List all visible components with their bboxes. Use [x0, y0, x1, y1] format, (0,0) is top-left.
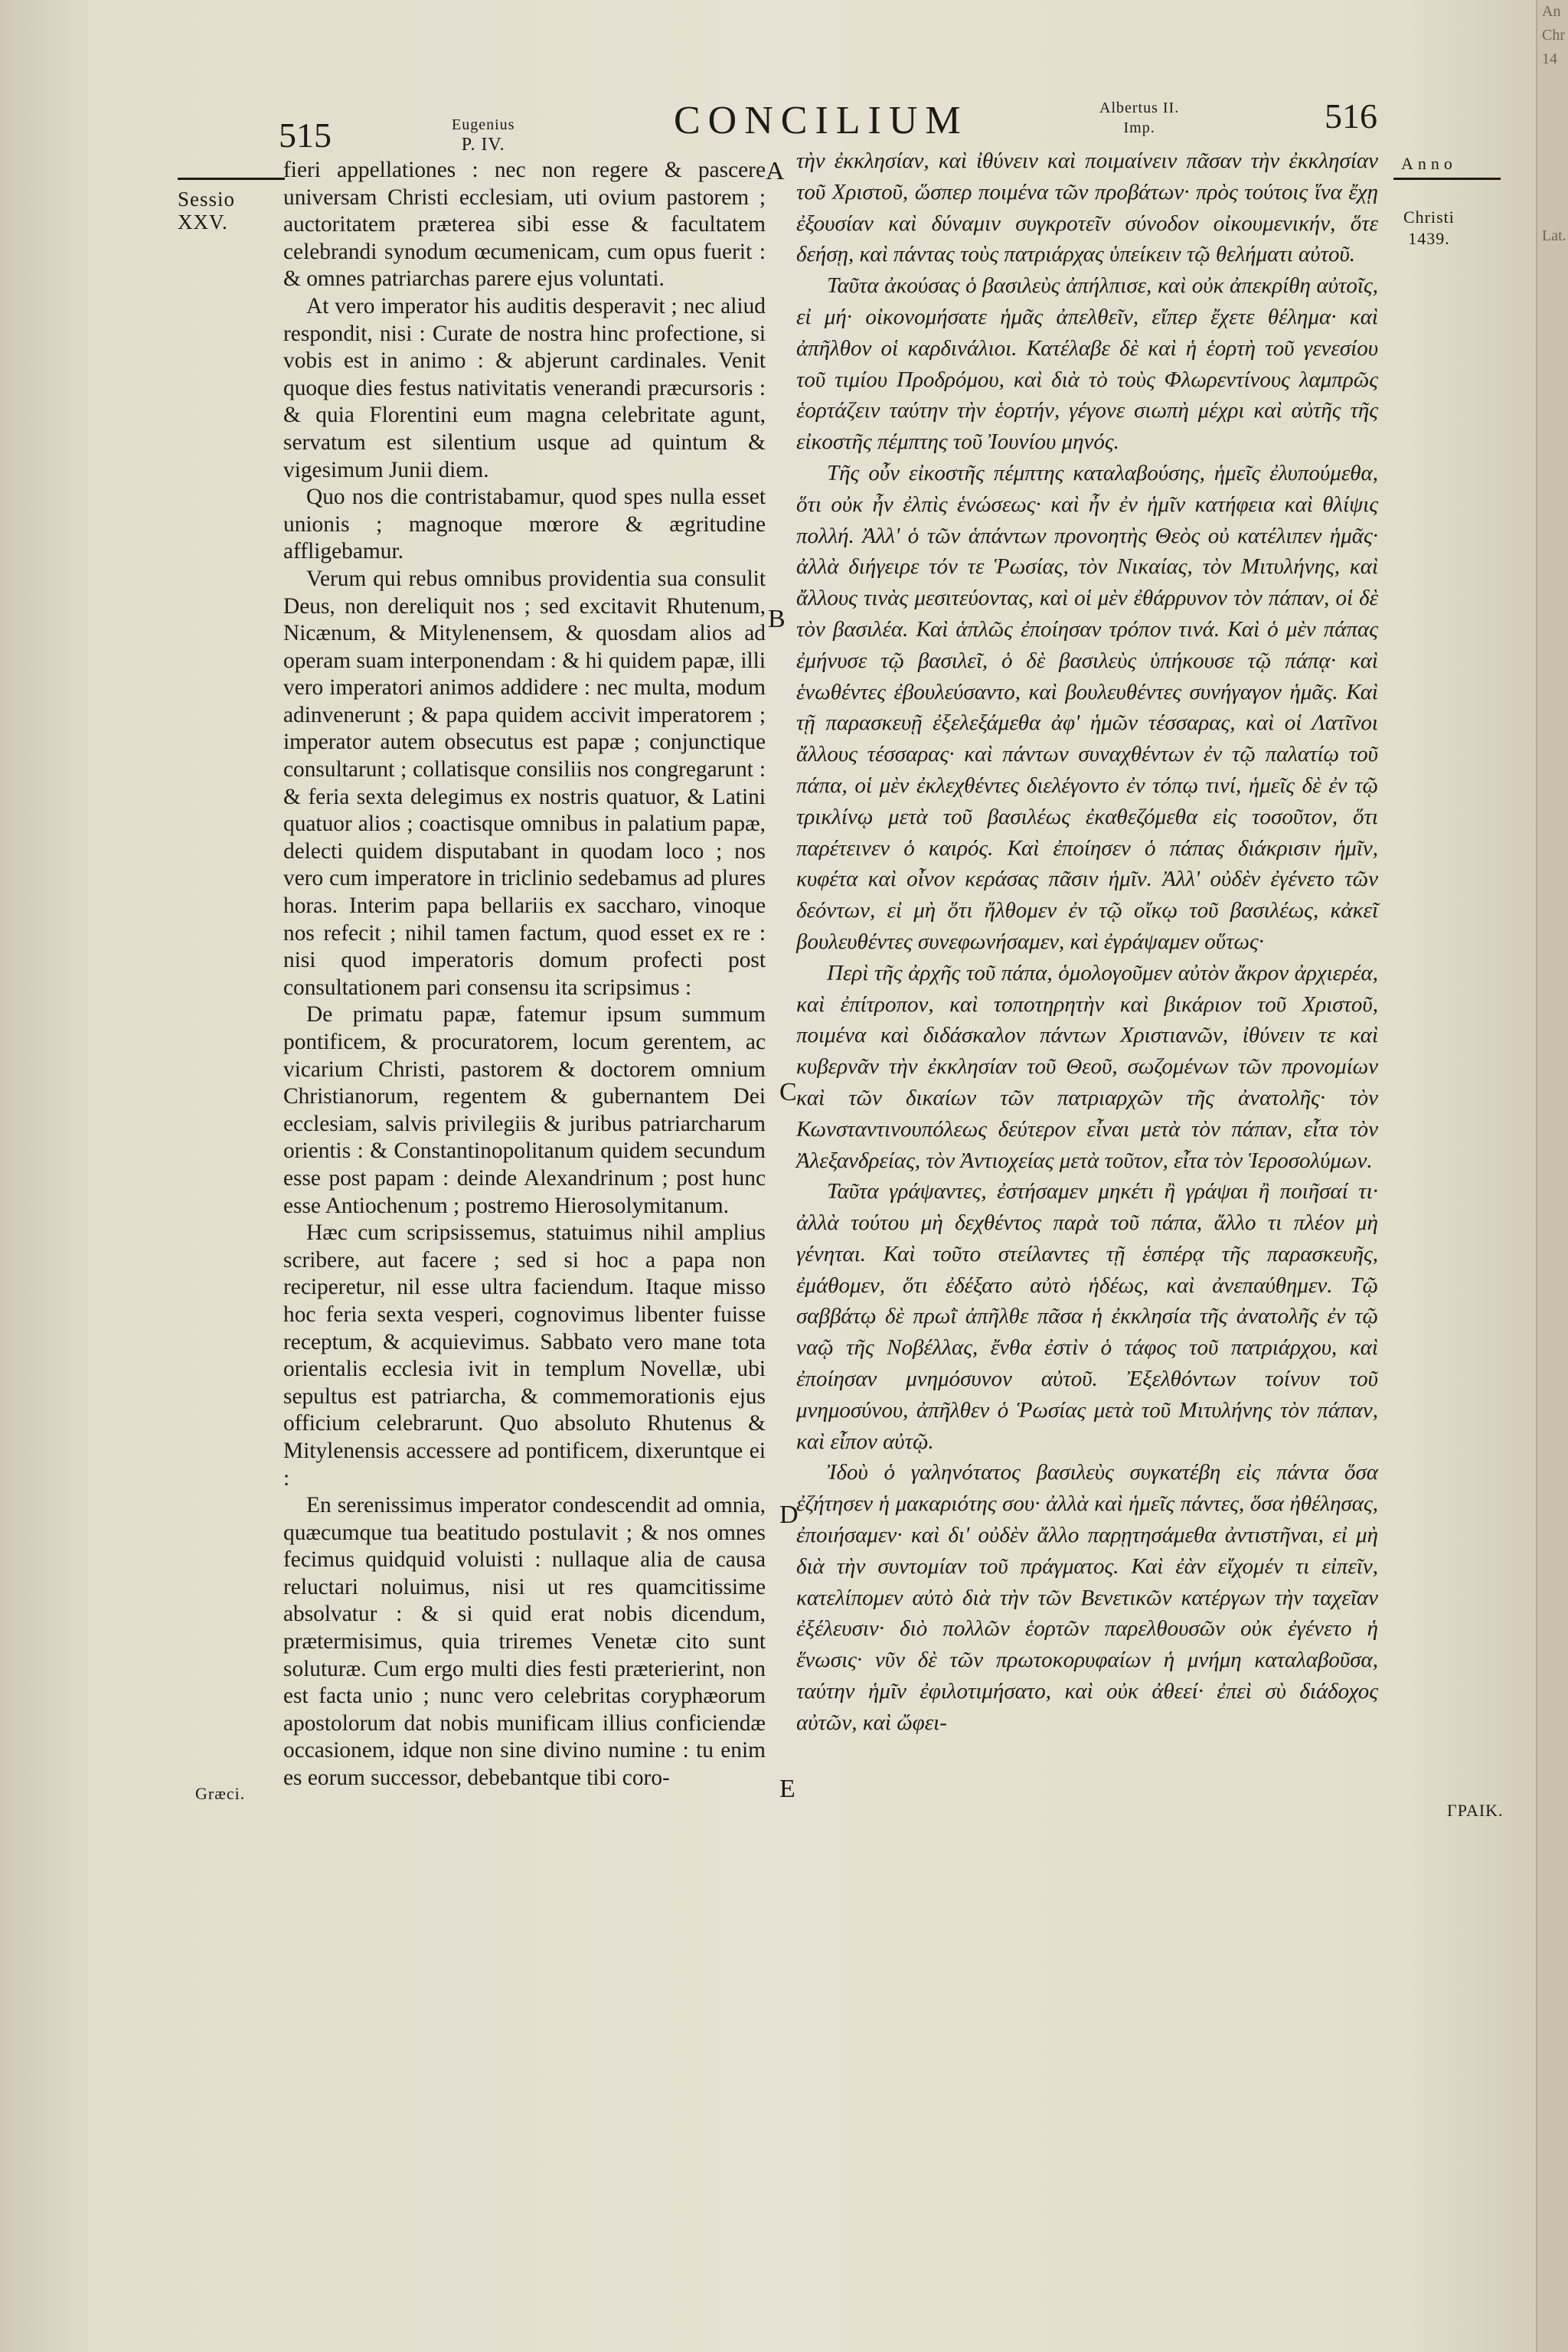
section-letter-e: E [779, 1775, 795, 1803]
latin-column [283, 157, 766, 1792]
running-head-right [1099, 98, 1179, 138]
margin-graeci: Græci. [195, 1784, 246, 1803]
greek-paragraph: τὴν ἐκκλησίαν, καὶ ἰθύνειν καὶ ποιμαίνειν πᾶσαν τὴν ἐκκλησίαν τοῦ Χριστοῦ, ὥσπερ ποιμένα τῶν προβάτων· πρὸς τούτοις ἵνα ἔχῃ ἐξουσίαν καὶ δύναμιν συγκροτεῖν σύνοδον οἰκουμενικήν, ὅτε δεήσῃ, καὶ πάντας τοὺς πατριάρχας ὑπείκειν τῷ θελήματι αὐτοῦ. [796, 149, 1378, 267]
greek-column [796, 145, 1378, 1739]
edge-note-c: 14 [1542, 51, 1557, 67]
greek-paragraph: Ταῦτα ἀκούσας ὁ βασιλεὺς ἀπήλπισε, καὶ οὐκ ἀπεκρίθη αὐτοῖς, εἰ μή· οἰκονομήσατε ἡμᾶς ἀπελθεῖν, εἴπερ ἔχετε θέλημα· καὶ ἀπῆλθον οἱ καρδινάλιοι. Κατέλαβε δὲ καὶ ἡ ἑορτὴ τοῦ γενεσίου τοῦ τιμίου Προδρόμου, καὶ διὰ τὸ τοὺς Φλωρεντίνους λαμπρῶς ἑορτάζειν ταύτην τὴν ἑορτήν, γέγονε σιωπὴ μέχρι καὶ αὐτῆς τῆς εἰκοστῆς πέμπτης τοῦ Ἰουνίου μηνός. [796, 273, 1378, 455]
edge-note-a: An [1542, 3, 1561, 20]
section-letter-a: A [766, 157, 785, 185]
margin-anno [1401, 153, 1457, 250]
latin-paragraph: De primatu papæ, fatemur ipsum summum pontificem, & procuratorem, locum gerentem, ac vicarium Christi, pastorem & doctorem omnium Christianorum, regentem & gubernantem Dei ecclesiam, salvis privilegiis & juribus patriarcharum orientis : & Constantinopolitanum quidem secundum esse post papam : deinde Alexandrinum ; post hunc esse Antiochenum ; postremo Hierosolymitanum. [283, 1002, 766, 1218]
section-letter-b: B [768, 605, 786, 633]
running-head-right-a: Albertus II. [1099, 100, 1180, 116]
margin-rule-left [178, 178, 285, 180]
margin-anno-b: Christi [1403, 207, 1455, 227]
latin-paragraph: Verum qui rebus omnibus providentia sua consulit Deus, non dereliquit nos ; sed excitavit Rhutenum, Nicænum, & Mitylenensem, & quosdam alios ad operam suam interponendam : & hi quidem papæ, illi vero imperatori animos addidere : nec multa, modum adinvenerunt ; & papa quidem accivit imperatorem ; imperator autem obsecutus est papæ ; conjunctique consultarunt ; collatisque consiliis nos congregarunt : & feria sexta delegimus ex nostris quatuor, & Latini quatuor alios ; coactisque omnibus in palatium papæ, delecti quidem disputabant in quodam loco ; nos vero cum imperatore in triclinio sedebamus ad plures horas. Interim papa bellariis ex saccharo, vinoque nos refecit ; nihil tamen factum, quod esset ex re : nisi quod imperatoris domum profecti post consultationem pari consensu ita scripsimus : [283, 566, 766, 1000]
latin-paragraph: At vero imperator his auditis desperavit ; nec aliud respondit, nisi : Curate de nostra hinc profectione, si vobis est in animo : & abjerunt cardinales. Venit quoque dies festus nativitatis venerandi præcursoris : & quia Florentini eum magna celebritate agunt, servatum est silentium usque ad quintum & vigesimum Junii diem. [283, 293, 766, 482]
margin-anno-a: Anno [1401, 154, 1457, 173]
section-letter-d: D [779, 1501, 799, 1529]
running-head-right-b: Imp. [1123, 119, 1155, 136]
greek-paragraph: Ταῦτα γράψαντες, ἐστήσαμεν μηκέτι ἢ γράψαι ἢ ποιῆσαί τι· ἀλλὰ τούτου μὴ δεχθέντος παρὰ τοῦ πάπα, ἄλλο τι πλέον μὴ γένηται. Καὶ τοῦτο στείλαντες τῇ ἑσπέρᾳ τῆς παρασκευῆς, ἐμάθομεν, ὅτι ἐδέξατο αὐτὸ ἡδέως, καὶ ἀνεπαύθημεν. Τῷ σαββάτῳ δὲ πρωῒ ἀπῆλθε πᾶσα ἡ ἐκκλησία τῆς ἀνατολῆς ἐν τῷ ναῷ τῆς Νοβέλλας, ἔνθα ἐστὶν ὁ τάφος τοῦ πατριάρχου, καὶ ἐποίησαν μνημόσυνον αὐτοῦ. Ἐξελθόντων τοίνυν τοῦ μνημοσύνου, ἀπῆλθεν ὁ Ῥωσίας μετὰ τοῦ Μιτυλήνης τὸν πάπαν, καὶ εἶπον αὐτῷ. [796, 1179, 1378, 1454]
latin-paragraph: Quo nos die contristabamur, quod spes nulla esset unionis ; magnoque mœrore & ægritudine affligebamur. [283, 485, 766, 564]
latin-paragraph: Hæc cum scripsissemus, statuimus nihil amplius scribere, aut facere ; sed si hoc a papa non reciperetur, nil esse ultra faciendum. Itaque misso hoc feria sexta vesperi, cognovimus libenter fuisse receptum, & acquievimus. Sabbato vero mane tota orientalis ecclesia ivit in templum Novellæ, ubi sepultus est patriarcha, & commemorationis ejus officium celebrarunt. Quo absoluto Rhutenus & Mitylenensis accessere ad pontificem, dixeruntque ei : [283, 1220, 766, 1491]
edge-note-d: Lat. [1542, 227, 1566, 244]
margin-session-a: Sessio [178, 188, 236, 211]
page-number-right: 516 [1325, 96, 1377, 136]
greek-paragraph: Ἰδοὺ ὁ γαληνότατος βασιλεὺς συγκατέβη εἰς πάντα ὅσα ἐζήτησεν ἡ μακαριότης σου· ἀλλὰ καὶ ἡμεῖς πάντες, ὅσα ἠθέλησας, ἐποιήσαμεν· καὶ δι' οὐδὲν ἄλλο παρῃτησάμεθα ἀντιστῆναι, εἰ μὴ διὰ τὴν συντομίαν τοῦ πράγματος. Καὶ ἐὰν εἴχομέν τι εἰπεῖν, κατελίπομεν αὐτὸ διὰ τὴν τῶν Βενετικῶν κατέργων τὴν ταχεῖαν ἐξέλευσιν· διὸ πολλῶν ἑορτῶν παρελθουσῶν οὐκ ἐγένετο ἡ ἕνωσις· νῦν δὲ τῶν πρωτοκορυφαίων ἡ μνήμη καταλαβοῦσα, ταύτην ἡμῖν ἐφιλοτιμήσατο, καὶ οὐκ ἀθεεί· ἐπεὶ σὺ διάδοχος αὐτῶν, καὶ ὤφει- [796, 1460, 1378, 1735]
latin-paragraph: En serenissimus imperator condescendit ad omnia, quæcumque tua beatitudo postulavit ; & nos omnes fecimus quidquid voluisti : nullaque alia de causa reluctari noluimus, nisi ut res quamcitissime absolvatur : & si quid erat nobis dicendum, prætermisimus, quia triremes Venetæ cito sunt soluturæ. Cum ergo multi dies festi præterierint, non est facta unio ; nunc vero celebritas coryphæorum apostolorum dat nobis munificam illius conficiendæ occasionem, idque non sine divino numine : tu enim es eorum successor, debebantque tibi coro- [283, 1493, 766, 1791]
greek-paragraph: Περὶ τῆς ἀρχῆς τοῦ πάπα, ὁμολογοῦμεν αὐτὸν ἄκρον ἀρχιερέα, καὶ ἐπίτροπον, καὶ τοποτηρητὴν καὶ βικάριον τοῦ Χριστοῦ, ποιμένα καὶ διδάσκαλον πάντων Χριστιανῶν, ἰθύνειν τε καὶ κυβερνᾶν τὴν ἐκκλησίαν τοῦ Θεοῦ, σωζομένων τῶν προνομίων καὶ τῶν δικαίων τῶν πατριαρχῶν τῆς ἀνατολῆς· τὸν Κωνσταντινουπόλεως δεύτερον εἶναι μετὰ τὸν πάπαν, εἶτα τὸν Ἀλεξανδρείας, τὸν Ἀντιοχείας μετὰ τοῦτον, εἶτα τὸν Ἱεροσολύμων. [796, 960, 1378, 1173]
latin-paragraph: fieri appellationes : nec non regere & pascere universam Christi ecclesiam, uti ovium pastorem ; auctoritatem præterea sibi esse & facultatem celebrandi synodum œcumenicam, cum opus fuerit : & omnes patriarchas parere ejus voluntati. [283, 158, 766, 292]
section-letter-c: C [779, 1078, 797, 1106]
page-number-left: 515 [279, 116, 332, 155]
page-title: CONCILIUM [674, 99, 969, 142]
margin-session [178, 188, 235, 234]
margin-session-b: XXV. [178, 211, 228, 234]
running-head-left [452, 115, 514, 155]
running-head-left-a: Eugenius [452, 116, 515, 133]
running-head-left-b: P. IV. [461, 135, 505, 155]
edge-note-b: Chr [1542, 27, 1565, 44]
margin-graik: ΓΡΑΙΚ. [1447, 1801, 1504, 1820]
margin-anno-c: 1439. [1408, 229, 1450, 248]
adjacent-page-edge [1536, 0, 1568, 2352]
greek-paragraph: Τῆς οὖν εἰκοστῆς πέμπτης καταλαβούσης, ἡμεῖς ἐλυπούμεθα, ὅτι οὐκ ἦν ἐλπὶς ἑνώσεως· καὶ ἦν ἐν ἡμῖν κατήφεια καὶ θλίψις πολλή. Ἀλλ' ὁ τῶν ἁπάντων προνοητὴς Θεὸς οὐ κατέλιπεν ἡμᾶς· ἀλλὰ διήγειρε τόν τε Ῥωσίας, τὸν Νικαίας, τὸν Μιτυλήνης, καὶ ἄλλους τινὰς μεσιτεύοντας, καὶ οἱ μὲν ἐθάρρυνον τὸν πάπαν, οἱ δὲ τὸν βασιλέα. Καὶ ἁπλῶς ἐποίησαν τρόπον τινά. Καὶ ὁ μὲν πάπας ἐμήνυσε τῷ βασιλεῖ, ὁ δὲ βασιλεὺς ὑπήκουσε τῷ πάπᾳ· καὶ ἑνωθέντες ἐβουλεύσαντο, καὶ βουλευθέντες συνήγαγον ἡμᾶς. Καὶ τῇ παρασκευῇ ἐξελεξάμεθα ἀφ' ἡμῶν τέσσαρας, καὶ οἱ Λατῖνοι ἄλλους τέσσαρας· καὶ πάντων συναχθέντων ἐν τῷ παλατίῳ τοῦ πάπα, οἱ μὲν ἐκλεχθέντες διελέγοντο ἐν τόπῳ τινί, ἡμεῖς δὲ ἐν τῷ τρικλίνῳ μετὰ τοῦ βασιλέως ἐκαθεζόμεθα εἰς τοσοῦτον, ὅτι παρέτεινεν ὁ καιρός. Καὶ ἐποίησεν ὁ πάπας διάκρισιν ἡμῖν, κυφέτα καὶ οἶνον κεράσας πᾶσιν ἡμῖν. Ἀλλ' οὐδὲν ἐγένετο τῶν δεόντων, εἰ μὴ ὅτι ἤλθομεν ἐν τῷ οἴκῳ τοῦ βασιλέως, κἀκεῖ βουλευθέντες συνεφωνήσαμεν, καὶ ἐγράψαμεν οὕτως· [796, 460, 1378, 954]
